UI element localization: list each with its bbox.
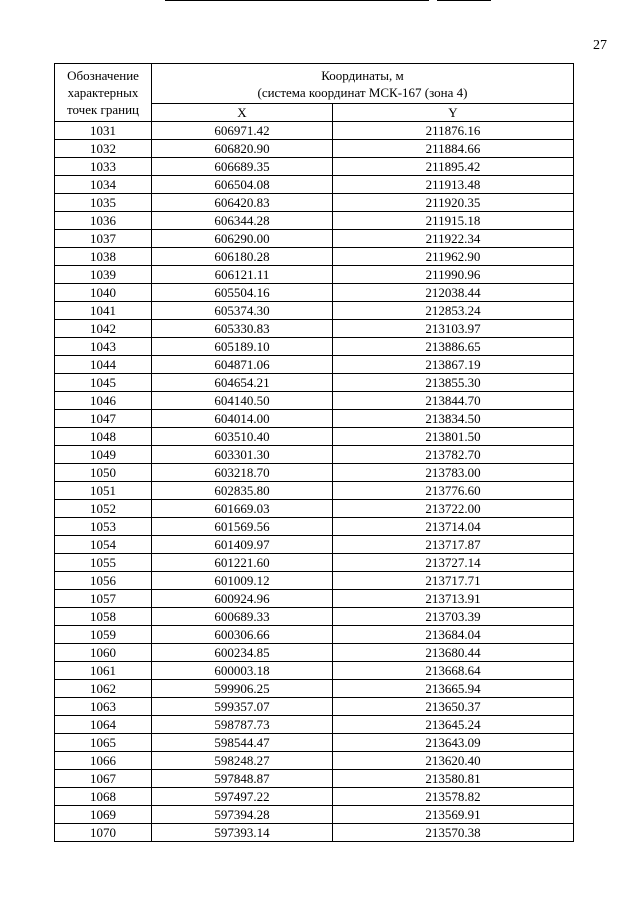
cell-x: 601569.56 bbox=[152, 518, 333, 536]
cell-y: 213620.40 bbox=[333, 752, 574, 770]
cell-y: 211876.16 bbox=[333, 122, 574, 140]
cell-y: 213703.39 bbox=[333, 608, 574, 626]
cell-x: 604014.00 bbox=[152, 410, 333, 428]
cell-point-id: 1053 bbox=[55, 518, 152, 536]
page-number: 27 bbox=[593, 38, 607, 53]
header-x: X bbox=[152, 104, 333, 122]
cell-x: 605330.83 bbox=[152, 320, 333, 338]
cell-y: 211884.66 bbox=[333, 140, 574, 158]
header-coordinates bbox=[152, 64, 574, 104]
table-row bbox=[55, 752, 574, 770]
cell-y: 213570.38 bbox=[333, 824, 574, 842]
cell-y: 213834.50 bbox=[333, 410, 574, 428]
cell-y: 212853.24 bbox=[333, 302, 574, 320]
table-row bbox=[55, 320, 574, 338]
cell-x: 605189.10 bbox=[152, 338, 333, 356]
table-row bbox=[55, 608, 574, 626]
cell-x: 604654.21 bbox=[152, 374, 333, 392]
cell-point-id: 1066 bbox=[55, 752, 152, 770]
cell-y: 211990.96 bbox=[333, 266, 574, 284]
cell-point-id: 1070 bbox=[55, 824, 152, 842]
cell-y: 211913.48 bbox=[333, 176, 574, 194]
cell-x: 606971.42 bbox=[152, 122, 333, 140]
cell-point-id: 1055 bbox=[55, 554, 152, 572]
cell-x: 600924.96 bbox=[152, 590, 333, 608]
cell-x: 605504.16 bbox=[152, 284, 333, 302]
table-row bbox=[55, 356, 574, 374]
cell-point-id: 1038 bbox=[55, 248, 152, 266]
cell-x: 601409.97 bbox=[152, 536, 333, 554]
cell-point-id: 1060 bbox=[55, 644, 152, 662]
cell-y: 213684.04 bbox=[333, 626, 574, 644]
table-row bbox=[55, 788, 574, 806]
cell-y: 213578.82 bbox=[333, 788, 574, 806]
table-row bbox=[55, 572, 574, 590]
cell-point-id: 1048 bbox=[55, 428, 152, 446]
header-coordinates-system: (система координат МСК-167 (зона 4) bbox=[257, 84, 468, 100]
table-row bbox=[55, 716, 574, 734]
cell-point-id: 1051 bbox=[55, 482, 152, 500]
cell-y: 213645.24 bbox=[333, 716, 574, 734]
cell-point-id: 1057 bbox=[55, 590, 152, 608]
table-row bbox=[55, 122, 574, 140]
cell-y: 213665.94 bbox=[333, 680, 574, 698]
cell-y: 213569.91 bbox=[333, 806, 574, 824]
top-rule-right bbox=[437, 0, 491, 1]
table-row bbox=[55, 158, 574, 176]
cell-y: 212038.44 bbox=[333, 284, 574, 302]
cell-point-id: 1062 bbox=[55, 680, 152, 698]
table-row bbox=[55, 518, 574, 536]
header-point-designation: Обозначение характерных точек границ bbox=[55, 64, 152, 122]
cell-x: 601221.60 bbox=[152, 554, 333, 572]
cell-y: 213668.64 bbox=[333, 662, 574, 680]
cell-x: 606180.28 bbox=[152, 248, 333, 266]
cell-y: 213727.14 bbox=[333, 554, 574, 572]
cell-point-id: 1034 bbox=[55, 176, 152, 194]
cell-point-id: 1033 bbox=[55, 158, 152, 176]
cell-point-id: 1061 bbox=[55, 662, 152, 680]
cell-y: 213782.70 bbox=[333, 446, 574, 464]
cell-y: 213855.30 bbox=[333, 374, 574, 392]
table-row bbox=[55, 698, 574, 716]
cell-y: 213844.70 bbox=[333, 392, 574, 410]
table-row bbox=[55, 644, 574, 662]
cell-y: 211922.34 bbox=[333, 230, 574, 248]
cell-x: 597497.22 bbox=[152, 788, 333, 806]
table-row bbox=[55, 230, 574, 248]
cell-x: 598544.47 bbox=[152, 734, 333, 752]
coordinates-table bbox=[54, 63, 574, 842]
cell-y: 213643.09 bbox=[333, 734, 574, 752]
cell-point-id: 1041 bbox=[55, 302, 152, 320]
cell-x: 597394.28 bbox=[152, 806, 333, 824]
cell-x: 606689.35 bbox=[152, 158, 333, 176]
cell-y: 213776.60 bbox=[333, 482, 574, 500]
cell-x: 601669.03 bbox=[152, 500, 333, 518]
cell-x: 602835.80 bbox=[152, 482, 333, 500]
cell-point-id: 1039 bbox=[55, 266, 152, 284]
table-row bbox=[55, 446, 574, 464]
cell-x: 606290.00 bbox=[152, 230, 333, 248]
cell-y: 211895.42 bbox=[333, 158, 574, 176]
table-row bbox=[55, 410, 574, 428]
cell-x: 598787.73 bbox=[152, 716, 333, 734]
table-row bbox=[55, 500, 574, 518]
cell-y: 213713.91 bbox=[333, 590, 574, 608]
cell-y: 211920.35 bbox=[333, 194, 574, 212]
table-row bbox=[55, 734, 574, 752]
table-row bbox=[55, 824, 574, 842]
cell-point-id: 1050 bbox=[55, 464, 152, 482]
table-row bbox=[55, 338, 574, 356]
top-rule-left bbox=[165, 0, 429, 1]
cell-point-id: 1052 bbox=[55, 500, 152, 518]
cell-y: 211962.90 bbox=[333, 248, 574, 266]
cell-y: 213717.71 bbox=[333, 572, 574, 590]
table-row bbox=[55, 374, 574, 392]
cell-point-id: 1047 bbox=[55, 410, 152, 428]
cell-point-id: 1054 bbox=[55, 536, 152, 554]
cell-y: 213886.65 bbox=[333, 338, 574, 356]
cell-point-id: 1035 bbox=[55, 194, 152, 212]
table-row bbox=[55, 590, 574, 608]
cell-point-id: 1069 bbox=[55, 806, 152, 824]
table-row bbox=[55, 464, 574, 482]
table-row bbox=[55, 680, 574, 698]
table-row bbox=[55, 662, 574, 680]
header-y: Y bbox=[333, 104, 574, 122]
cell-point-id: 1042 bbox=[55, 320, 152, 338]
table-row bbox=[55, 140, 574, 158]
cell-x: 604140.50 bbox=[152, 392, 333, 410]
table-row bbox=[55, 284, 574, 302]
cell-point-id: 1049 bbox=[55, 446, 152, 464]
table-row bbox=[55, 626, 574, 644]
cell-y: 213801.50 bbox=[333, 428, 574, 446]
cell-y: 213867.19 bbox=[333, 356, 574, 374]
cell-y: 213714.04 bbox=[333, 518, 574, 536]
cell-point-id: 1068 bbox=[55, 788, 152, 806]
cell-y: 213103.97 bbox=[333, 320, 574, 338]
cell-x: 603510.40 bbox=[152, 428, 333, 446]
table-row bbox=[55, 302, 574, 320]
cell-x: 606504.08 bbox=[152, 176, 333, 194]
cell-x: 603218.70 bbox=[152, 464, 333, 482]
cell-x: 606344.28 bbox=[152, 212, 333, 230]
table-row bbox=[55, 392, 574, 410]
cell-x: 606420.83 bbox=[152, 194, 333, 212]
cell-x: 598248.27 bbox=[152, 752, 333, 770]
cell-point-id: 1059 bbox=[55, 626, 152, 644]
cell-x: 600306.66 bbox=[152, 626, 333, 644]
cell-point-id: 1043 bbox=[55, 338, 152, 356]
cell-point-id: 1032 bbox=[55, 140, 152, 158]
cell-point-id: 1046 bbox=[55, 392, 152, 410]
table-row bbox=[55, 266, 574, 284]
cell-x: 599357.07 bbox=[152, 698, 333, 716]
cell-point-id: 1067 bbox=[55, 770, 152, 788]
cell-point-id: 1040 bbox=[55, 284, 152, 302]
cell-x: 597848.87 bbox=[152, 770, 333, 788]
cell-x: 604871.06 bbox=[152, 356, 333, 374]
cell-x: 601009.12 bbox=[152, 572, 333, 590]
cell-y: 211915.18 bbox=[333, 212, 574, 230]
cell-point-id: 1044 bbox=[55, 356, 152, 374]
cell-point-id: 1056 bbox=[55, 572, 152, 590]
cell-x: 600234.85 bbox=[152, 644, 333, 662]
table-row bbox=[55, 176, 574, 194]
cell-point-id: 1031 bbox=[55, 122, 152, 140]
table-row bbox=[55, 212, 574, 230]
cell-x: 603301.30 bbox=[152, 446, 333, 464]
cell-y: 213650.37 bbox=[333, 698, 574, 716]
cell-point-id: 1037 bbox=[55, 230, 152, 248]
cell-point-id: 1045 bbox=[55, 374, 152, 392]
header-coordinates-title: Координаты, м bbox=[321, 67, 404, 83]
cell-y: 213717.87 bbox=[333, 536, 574, 554]
table-row bbox=[55, 248, 574, 266]
coordinates-rows bbox=[55, 122, 574, 842]
cell-x: 600003.18 bbox=[152, 662, 333, 680]
cell-point-id: 1063 bbox=[55, 698, 152, 716]
cell-point-id: 1064 bbox=[55, 716, 152, 734]
table-row bbox=[55, 428, 574, 446]
cell-x: 599906.25 bbox=[152, 680, 333, 698]
cell-y: 213580.81 bbox=[333, 770, 574, 788]
cell-y: 213783.00 bbox=[333, 464, 574, 482]
table-row bbox=[55, 482, 574, 500]
cell-x: 606820.90 bbox=[152, 140, 333, 158]
top-rules bbox=[0, 0, 640, 6]
table-row bbox=[55, 770, 574, 788]
table-row bbox=[55, 554, 574, 572]
cell-point-id: 1058 bbox=[55, 608, 152, 626]
cell-x: 606121.11 bbox=[152, 266, 333, 284]
cell-x: 605374.30 bbox=[152, 302, 333, 320]
cell-x: 597393.14 bbox=[152, 824, 333, 842]
cell-y: 213722.00 bbox=[333, 500, 574, 518]
table-row bbox=[55, 536, 574, 554]
cell-point-id: 1036 bbox=[55, 212, 152, 230]
cell-point-id: 1065 bbox=[55, 734, 152, 752]
cell-x: 600689.33 bbox=[152, 608, 333, 626]
cell-y: 213680.44 bbox=[333, 644, 574, 662]
table-row bbox=[55, 194, 574, 212]
table-row bbox=[55, 806, 574, 824]
